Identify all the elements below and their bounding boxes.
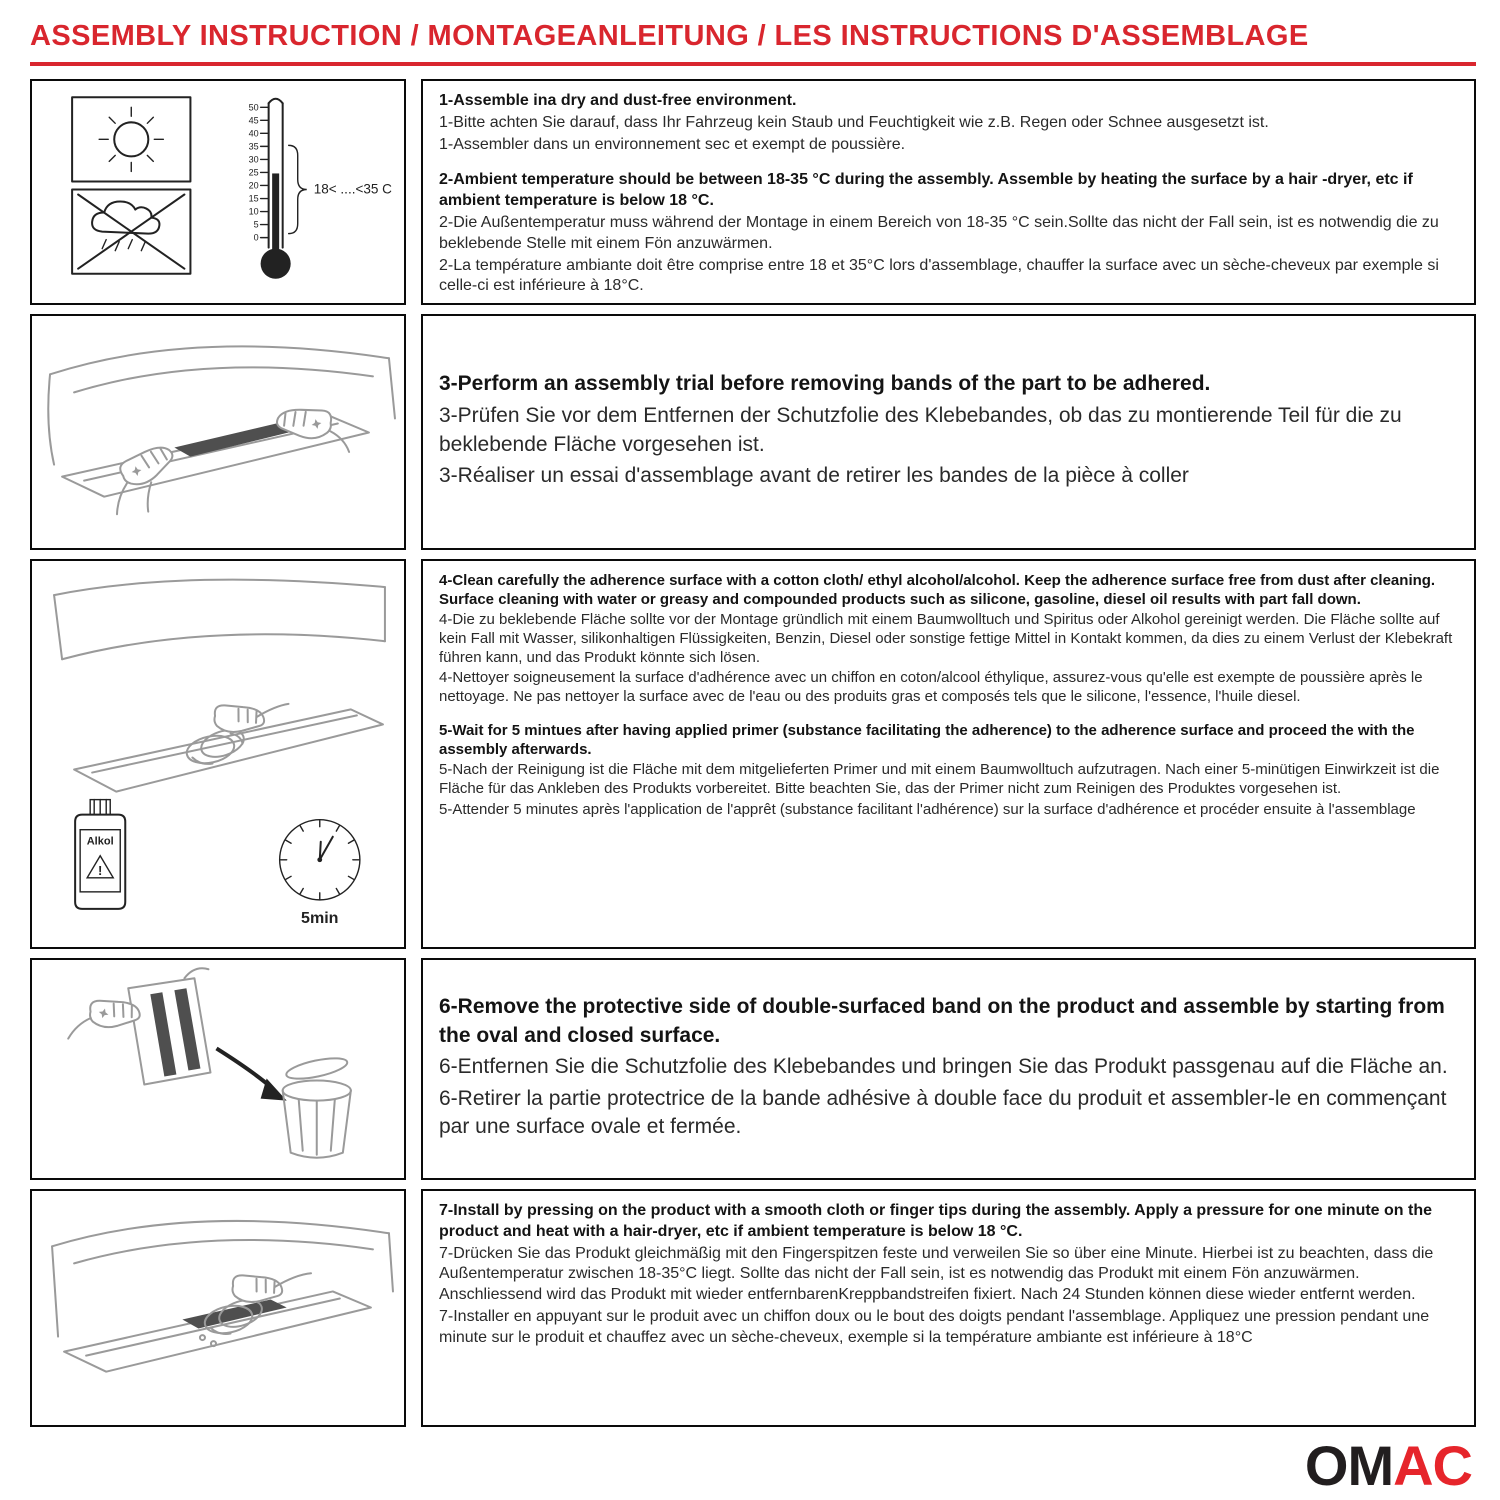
- pressing-drawing: [32, 1191, 404, 1425]
- wiping-hand-icon: [184, 683, 288, 767]
- page-title: ASSEMBLY INSTRUCTION / MONTAGEANLEITUNG / LES INSTRUCTIONS D'ASSEMBLAGE: [30, 20, 1309, 52]
- thermometer-scale: [249, 102, 259, 242]
- door-sill-drawing-2: [52, 1221, 393, 1372]
- text-step-1-2: [421, 79, 1476, 305]
- step-5-de: 5-Nach der Reinigung ist die Fläche mit dem mitgelieferten Primer und mit einem Baumwolltuch aufzutragen. Nach einer 5-minütigen Einwirkzeit ist die Fläche für das Ankleben des Produkts vorbereitet. Bitte beachten Sie, das der Primer nicht zum Reinigen des Produktes vorgesehen ist.: [439, 761, 1440, 798]
- step-4-de: 4-Die zu beklebende Fläche sollte vor der Montage gründlich mit einem Baumwolltuch und Spiritus oder Alkohol gereinigt werden. Die Fläche sollte auf kein Fall mit Wasser, silikonhaltigen Flüssigkeiten, Benzin, Diesel oder sonstige fettige Mittel in Kontakt kommen, da dies zu einem Verlust der Klebekraft führen kann, und das Produkt könnte sich lösen.: [439, 611, 1453, 667]
- illustration-cleaning: [30, 559, 406, 949]
- section-step-1-2: [30, 79, 1476, 305]
- thermometer-ticks: [261, 107, 269, 237]
- trash-bin-icon: [283, 1054, 351, 1158]
- environment-temperature-drawing: [32, 81, 404, 303]
- step-3-fr: 3-Réaliser un essai d'assemblage avant de retirer les bandes de la pièce à coller: [439, 464, 1189, 488]
- step-2-de: 2-Die Außentemperatur muss während der Montage in einem Bereich von 18-35 °C sein.Sollte das nicht der Fall sein, ist es notwendig die zu beklebende Stelle mit einem Fön anzuwärmen.: [439, 213, 1439, 252]
- omac-logo: [1304, 1434, 1472, 1497]
- svg-text:30: 30: [248, 154, 259, 165]
- step-7-en: 7-Install by pressing on the product with a smooth cloth or finger tips during the assembly. Apply a pressure for one minute on the product and heat with a hair-dryer, etc if ambient temperature is below 18 °C.: [439, 1202, 1432, 1240]
- step-3-en: 3-Perform an assembly trial before removing bands of the part to be adhered.: [439, 372, 1211, 396]
- illustration-pressing: [30, 1189, 406, 1427]
- step-2-fr: 2-La température ambiante doit être comprise entre 18 et 35°C lors d'assemblage, chauffer la surface avec un sèche-cheveux par exemple si celle-ci est inférieure à 18°C.: [439, 256, 1439, 295]
- svg-text:25: 25: [248, 167, 259, 178]
- text-step-3: [421, 314, 1476, 550]
- left-hand-icon: [105, 445, 183, 518]
- text-step-6: [421, 958, 1476, 1180]
- temperature-range-label: 18< ....<35 C: [313, 181, 392, 197]
- no-rain-icon: [72, 189, 190, 273]
- svg-text:15: 15: [248, 193, 259, 204]
- section-step-4-5: [30, 559, 1476, 949]
- alcohol-bottle-icon: [75, 800, 125, 909]
- step-7-fr: 7-Installer en appuyant sur le produit avec un chiffon doux ou le bout des doigts pendant l'assemblage. Appliquez une pression pendant une minute sur le produit et chauffez avec un sèche-cheveux, exemple si la température ambiante est inférieure à 18°C: [439, 1307, 1430, 1346]
- step-5-fr: 5-Attender 5 minutes après l'application de l'apprêt (substance facilitant l'adhérence) sur la surface d'adhérence et procéder ensuite à l'assemblage: [439, 800, 1416, 818]
- arrow-icon: [216, 1048, 286, 1100]
- svg-text:0: 0: [253, 232, 259, 243]
- alcohol-label: Alkol: [86, 835, 114, 848]
- text-step-4-5: [421, 559, 1476, 949]
- step-6-de: 6-Entfernen Sie die Schutzfolie des Klebebandes und bringen Sie das Produkt passgenau auf die Fläche an.: [439, 1055, 1448, 1079]
- section-step-3: [30, 314, 1476, 550]
- step-4-fr: 4-Nettoyer soigneusement la surface d'adhérence avec un chiffon en coton/alcool éthylique, assurez-vous qu'elle est exempte de poussière après le nettoyage. Ne pas nettoyer la surface avec de l'eau ou des produits gras et composés tels que le silicone, l'essence, l'huile diesel.: [439, 669, 1423, 706]
- peel-band-drawing: [32, 960, 404, 1178]
- section-step-6: [30, 958, 1476, 1180]
- step-1-de: 1-Bitte achten Sie darauf, dass Ihr Fahrzeug kein Staub und Feuchtigkeit wie z.B. Regen oder Schnee ausgesetzt ist.: [439, 113, 1269, 131]
- svg-text:40: 40: [248, 128, 259, 139]
- cleaning-drawing: [32, 561, 404, 947]
- svg-text:35: 35: [248, 141, 259, 152]
- text-step-7: [421, 1189, 1476, 1427]
- title-divider: [30, 62, 1476, 66]
- logo-text-red: AC: [1393, 1434, 1472, 1497]
- assembly-trial-drawing: [32, 316, 404, 548]
- warning-icon: !: [98, 862, 103, 878]
- door-sill-drawing: [48, 346, 395, 496]
- step-6-fr: 6-Retirer la partie protectrice de la bande adhésive à double face du produit et assembler-le en commençant par une surface ovale et fermée.: [439, 1086, 1447, 1139]
- step-7-de: 7-Drücken Sie das Produkt gleichmäßig mit den Fingerspitzen feste und verweilen Sie so über eine Minute. Hierbei ist zu beachten, dass die Außentemperatur zwischen 18-35°C liegt. Sollte das nicht der Fall sein, ist es notwendig das Produkt mit einem Fön anzuwärmen. Anschliessend wird das Produkt mit wieder entfernbarenKreppbandstreifen fixiert. Nach 24 Stunden können diese wieder entfernt werden.: [439, 1244, 1434, 1304]
- svg-text:20: 20: [248, 180, 259, 191]
- step-3-de: 3-Prüfen Sie vor dem Entfernen der Schutzfolie des Klebebandes, ob das zu montierende Teil für die zu beklebende Fläche vorgesehen ist.: [439, 403, 1402, 456]
- section-step-7: [30, 1189, 1476, 1427]
- svg-text:10: 10: [248, 206, 259, 217]
- pressing-hand-icon: [200, 1251, 311, 1346]
- svg-text:50: 50: [248, 102, 259, 113]
- step-4-en: 4-Clean carefully the adherence surface with a cotton cloth/ ethyl alcohol/alcohol. Keep the adherence surface free from dust after cleaning. Surface cleaning with water or greasy and compounded products such as silicone, gasoline, diesel oil results with part fall down.: [439, 572, 1436, 609]
- range-brace: [289, 145, 307, 233]
- svg-text:45: 45: [248, 115, 259, 126]
- logo-text-black: OM: [1304, 1434, 1394, 1497]
- clock-icon: [280, 820, 360, 927]
- illustration-assembly-trial: [30, 314, 406, 550]
- step-1-fr: 1-Assembler dans un environnement sec et exempt de poussière.: [439, 135, 906, 153]
- wait-time-label: 5min: [301, 908, 339, 927]
- illustration-environment-temperature: [30, 79, 406, 305]
- svg-text:5: 5: [253, 219, 259, 230]
- step-1-en: 1-Assemble ina dry and dust-free environment.: [439, 92, 797, 109]
- sun-icon: [72, 97, 190, 181]
- illustration-peel-band: [30, 958, 406, 1180]
- step-5-en: 5-Wait for 5 mintues after having applied primer (substance facilitating the adherence) to the adherence surface and proceed the with the assembly afterwards.: [439, 722, 1415, 759]
- step-6-en: 6-Remove the protective side of double-surfaced band on the product and assemble by starting from the oval and closed surface.: [439, 995, 1445, 1047]
- thermometer-icon: [249, 99, 393, 279]
- step-2-en: 2-Ambient temperature should be between 18-35 °C during the assembly. Assemble by heating the surface by a hair -dryer, etc if ambient temperature is below 18 °C.: [439, 171, 1413, 210]
